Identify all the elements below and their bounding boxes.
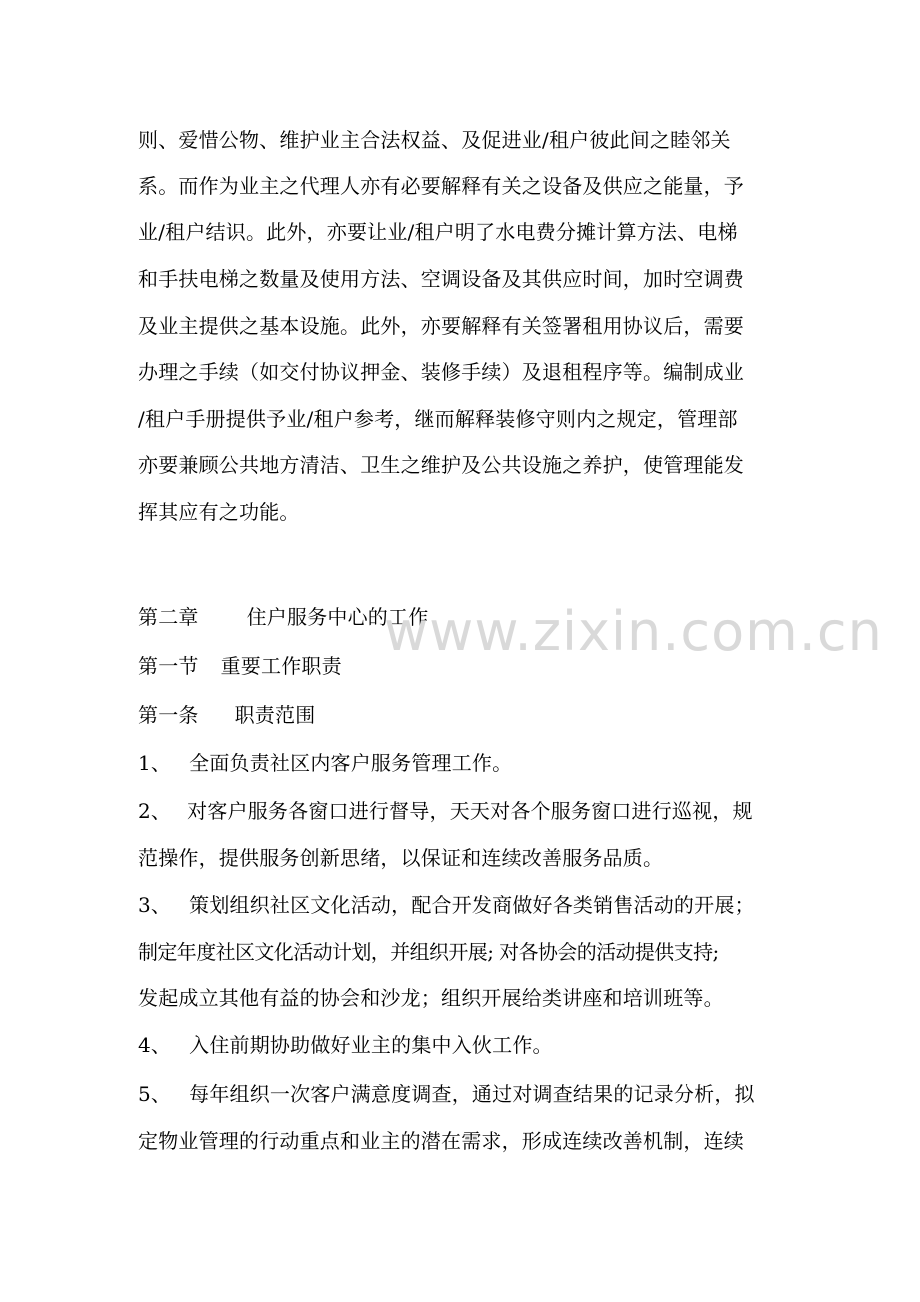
article-heading: [138, 703, 315, 727]
paragraph-line: 业/租户结识。此外，亦要让业/租户明了水电费分摊计算方法、电梯: [138, 220, 738, 244]
paragraph-line: 挥其应有之功能。: [138, 500, 300, 524]
list-item-number: 2、: [138, 799, 172, 823]
list-item-number: 5、: [138, 1082, 172, 1106]
chapter-title: 住户服务中心的工作: [246, 605, 429, 629]
list-item-continuation: 制定年度社区文化活动计划，并组织开展; 对各协会的活动提供支持;: [138, 940, 719, 964]
list-item: [138, 1033, 553, 1057]
section-heading: [138, 654, 342, 678]
chapter-number: 第二章: [138, 605, 199, 629]
list-item-number: 1、: [138, 751, 172, 775]
paragraph-line: 及业主提供之基本设施。此外，亦要解释有关签署租用协议后，需要: [138, 314, 744, 338]
list-item-text: 对客户服务各窗口进行督导，天天对各个服务窗口进行巡视，规: [187, 799, 753, 823]
article-title: 职责范围: [234, 703, 316, 727]
list-item-text: 策划组织社区文化活动，配合开发商做好各类销售活动的开展；: [189, 893, 755, 917]
section-title: 重要工作职责: [220, 654, 342, 678]
paragraph-line: 和手扶电梯之数量及使用方法、空调设备及其供应时间，加时空调费: [138, 267, 744, 291]
list-item-text: 每年组织一次客户满意度调查，通过对调查结果的记录分析，拟: [189, 1082, 755, 1106]
paragraph-line: 系。而作为业主之代理人亦有必要解释有关之设备及供应之能量，予: [138, 174, 744, 198]
list-item-continuation: 发起成立其他有益的协会和沙龙；组织开展给类讲座和培训班等。: [138, 986, 724, 1010]
list-item-number: 3、: [138, 893, 172, 917]
paragraph-line: 办理之手续（如交付协议押金、装修手续）及退租程序等。编制成业: [138, 360, 744, 384]
article-number: 第一条: [138, 703, 199, 727]
paragraph-line: 则、爱惜公物、维护业主合法权益、及促进业/租户彼此间之睦邻关: [138, 128, 731, 152]
watermark: www.zixin.com.cn: [384, 600, 883, 663]
list-item: [138, 1082, 755, 1106]
paragraph-line: 亦要兼顾公共地方清洁、卫生之维护及公共设施之养护，使管理能发: [138, 453, 744, 477]
list-item-text: 入住前期协助做好业主的集中入伙工作。: [189, 1033, 553, 1057]
paragraph-line: /租户手册提供予业/租户参考，继而解释装修守则内之规定，管理部: [138, 407, 738, 431]
list-item: [138, 799, 753, 823]
list-item: [138, 751, 512, 775]
list-item-text: 全面负责社区内客户服务管理工作。: [189, 751, 513, 775]
list-item: [138, 893, 755, 917]
list-item-continuation: 定物业管理的行动重点和业主的潜在需求，形成连续改善机制，连续: [138, 1129, 744, 1153]
list-item-number: 4、: [138, 1033, 172, 1057]
section-number: 第一节: [138, 654, 199, 678]
list-item-continuation: 范操作，提供服务创新思绪，以保证和连续改善服务品质。: [138, 846, 664, 870]
